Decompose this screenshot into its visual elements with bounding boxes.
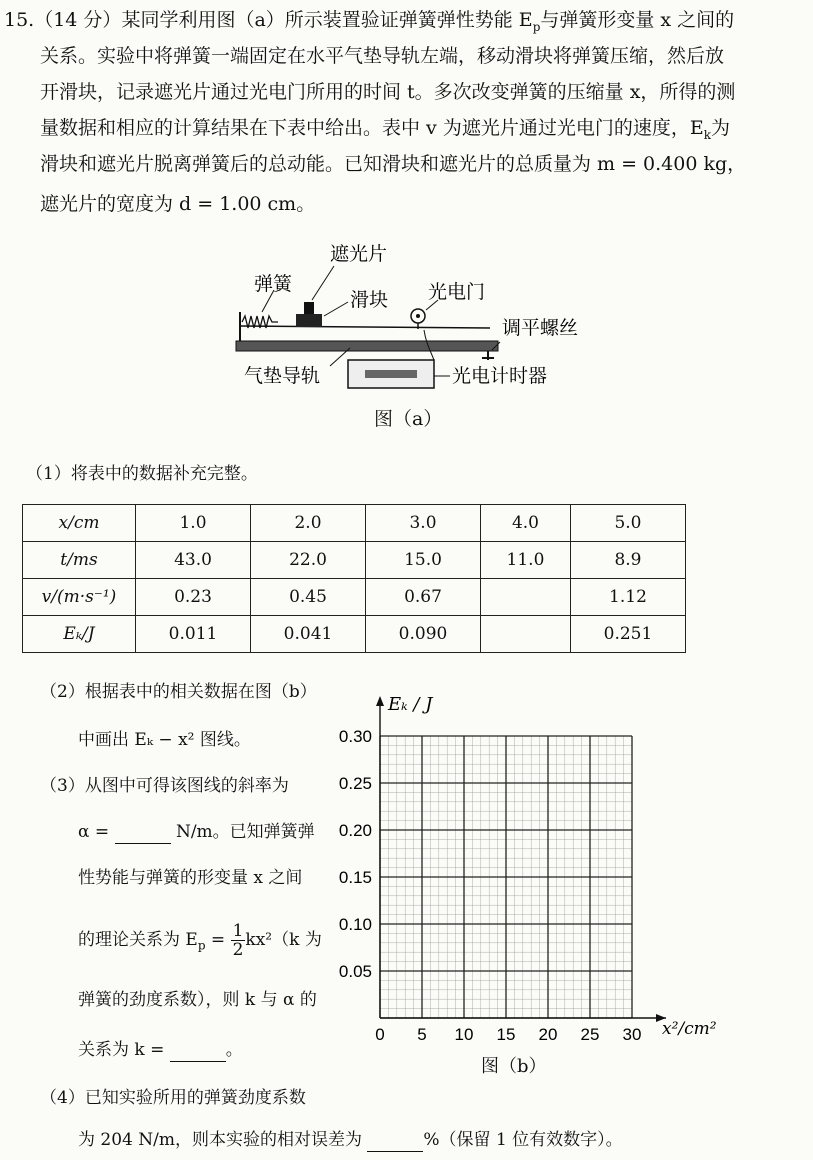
x-tick-label: 0 <box>375 1025 385 1044</box>
question-3-line-b <box>78 820 315 844</box>
period: 。 <box>225 1040 243 1060</box>
problem-line-4 <box>40 116 730 147</box>
row-header: x/cm <box>23 505 136 542</box>
label-rail: 气垫导轨 <box>244 365 321 387</box>
alpha-answer-blank[interactable] <box>115 825 171 844</box>
question-3-line-f <box>78 1038 243 1062</box>
subscript: k <box>703 127 711 142</box>
table-cell[interactable] <box>481 616 571 653</box>
problem-line-3: 开滑块，记录遮光片通过光电门所用的时间 t。多次改变弹簧的压缩量 x，所得的测 <box>40 81 736 103</box>
y-tick-label: 0.25 <box>338 774 372 793</box>
question-4-line-b <box>78 1128 623 1152</box>
label-gate: 光电门 <box>428 281 486 303</box>
row-header: t/ms <box>23 542 136 579</box>
x-tick-label: 15 <box>496 1025 516 1044</box>
equals-sign: = <box>210 930 226 950</box>
x-tick-label: 10 <box>454 1025 474 1044</box>
y-tick-label: 0.10 <box>338 915 372 934</box>
table-cell[interactable] <box>481 579 571 616</box>
problem-text: 某同学利用图（a）所示装置验证弹簧弹性势能 E <box>121 9 533 31</box>
fraction-denominator: 2 <box>232 940 244 960</box>
table-cell: 1.0 <box>136 505 251 542</box>
y-axis-label: Eₖ / J <box>388 694 433 715</box>
label-spring: 弹簧 <box>254 273 293 295</box>
label-timer: 光电计时器 <box>452 365 548 387</box>
problem-line-2: 关系。实验中将弹簧一端固定在水平气垫导轨左端，移动滑块将弹簧压缩，然后放 <box>40 45 725 67</box>
question-1: （1）将表中的数据补充完整。 <box>26 464 258 484</box>
data-table <box>22 504 686 653</box>
question-4-text: 为 204 N/m，则本实验的相对误差为 <box>78 1130 362 1150</box>
table-row <box>23 616 686 653</box>
question-3-line-d <box>78 922 322 959</box>
photogate-center <box>416 314 420 318</box>
slider-block <box>296 314 322 327</box>
question-3-line-c: 性势能与弹簧的形变量 x 之间 <box>78 868 303 888</box>
problem-line-1 <box>4 8 734 39</box>
y-tick-label: 0.15 <box>338 868 372 887</box>
table-cell: 5.0 <box>570 505 685 542</box>
k-answer-blank[interactable] <box>170 1043 226 1062</box>
table-cell: 0.041 <box>251 616 366 653</box>
ek-x2-chart <box>330 690 730 1050</box>
apparatus-diagram <box>230 238 600 398</box>
fraction-numerator: 1 <box>232 921 244 941</box>
subscript: p <box>532 19 541 34</box>
x-tick-label: 20 <box>538 1025 558 1044</box>
k-label: 关系为 k = <box>78 1040 165 1060</box>
table-cell: 43.0 <box>136 542 251 579</box>
problem-line-6: 遮光片的宽度为 d = 1.00 cm。 <box>40 193 316 215</box>
leader-slider <box>324 302 348 316</box>
label-slider: 滑块 <box>350 289 389 311</box>
air-track-rail <box>236 341 498 351</box>
relative-error-blank[interactable] <box>367 1133 423 1152</box>
shade-plate <box>304 302 314 314</box>
table-cell: 0.251 <box>570 616 685 653</box>
formula-text: kx²（k 为 <box>245 930 322 950</box>
x-tick-label: 5 <box>417 1025 427 1044</box>
figure-a-caption: 图（a） <box>374 408 443 430</box>
question-4-text: %（保留 1 位有效数字）。 <box>423 1130 623 1150</box>
question-2-line-a: （2）根据表中的相关数据在图（b） <box>40 682 317 702</box>
problem-score: （14 分） <box>34 9 122 31</box>
x-tick-label: 25 <box>580 1025 600 1044</box>
rail-top-line <box>240 326 490 328</box>
y-axis-arrow <box>376 696 384 706</box>
row-header: v/(m·s⁻¹) <box>23 579 136 616</box>
timer-display <box>365 370 417 378</box>
leader-shade <box>312 266 334 300</box>
table-cell: 1.12 <box>570 579 685 616</box>
figure-b-caption: 图（b） <box>481 1056 547 1077</box>
question-2-line-b: 中画出 Eₖ − x² 图线。 <box>78 730 251 750</box>
tick-labels <box>339 727 642 1044</box>
label-shade: 遮光片 <box>330 243 388 265</box>
fraction <box>231 922 246 959</box>
y-tick-label: 0.30 <box>338 727 372 746</box>
table-cell: 0.090 <box>366 616 481 653</box>
y-tick-label: 0.05 <box>338 962 372 981</box>
table-cell: 2.0 <box>251 505 366 542</box>
question-3-line-a: （3）从图中可得该图线的斜率为 <box>40 776 289 796</box>
table-cell: 8.9 <box>570 542 685 579</box>
problem-text: 为 <box>710 117 730 139</box>
table-cell: 15.0 <box>366 542 481 579</box>
formula-text: 的理论关系为 E <box>78 930 198 950</box>
alpha-label: α = <box>78 822 110 842</box>
table-cell: 0.23 <box>136 579 251 616</box>
table-row <box>23 505 686 542</box>
table-row <box>23 542 686 579</box>
table-cell: 3.0 <box>366 505 481 542</box>
problem-number: 15. <box>4 9 35 31</box>
problem-text: 量数据和相应的计算结果在下表中给出。表中 v 为遮光片通过光电门的速度，E <box>40 117 704 139</box>
unit-text: N/m。已知弹簧弹 <box>175 822 315 842</box>
y-tick-label: 0.20 <box>338 821 372 840</box>
label-screw: 调平螺丝 <box>502 317 579 339</box>
table-row <box>23 579 686 616</box>
row-header: Eₖ/J <box>23 616 136 653</box>
table-cell: 0.011 <box>136 616 251 653</box>
table-cell: 22.0 <box>251 542 366 579</box>
subscript: p <box>197 938 206 953</box>
axes <box>376 696 666 1022</box>
table-cell: 0.45 <box>251 579 366 616</box>
x-axis-label: x²/cm² <box>662 1019 717 1039</box>
table-cell: 4.0 <box>481 505 571 542</box>
table-cell: 0.67 <box>366 579 481 616</box>
problem-line-5: 滑块和遮光片脱离弹簧后的总动能。已知滑块和遮光片的总质量为 m = 0.400 kg， <box>40 153 747 175</box>
major-grid <box>380 736 632 1018</box>
table-cell: 11.0 <box>481 542 571 579</box>
question-4-line-a: （4）已知实验所用的弹簧劲度系数 <box>40 1088 306 1108</box>
problem-text: 与弹簧形变量 x 之间的 <box>540 9 735 31</box>
question-3-line-e: 弹簧的劲度系数），则 k 与 α 的 <box>78 990 317 1010</box>
x-tick-label: 30 <box>622 1025 642 1044</box>
